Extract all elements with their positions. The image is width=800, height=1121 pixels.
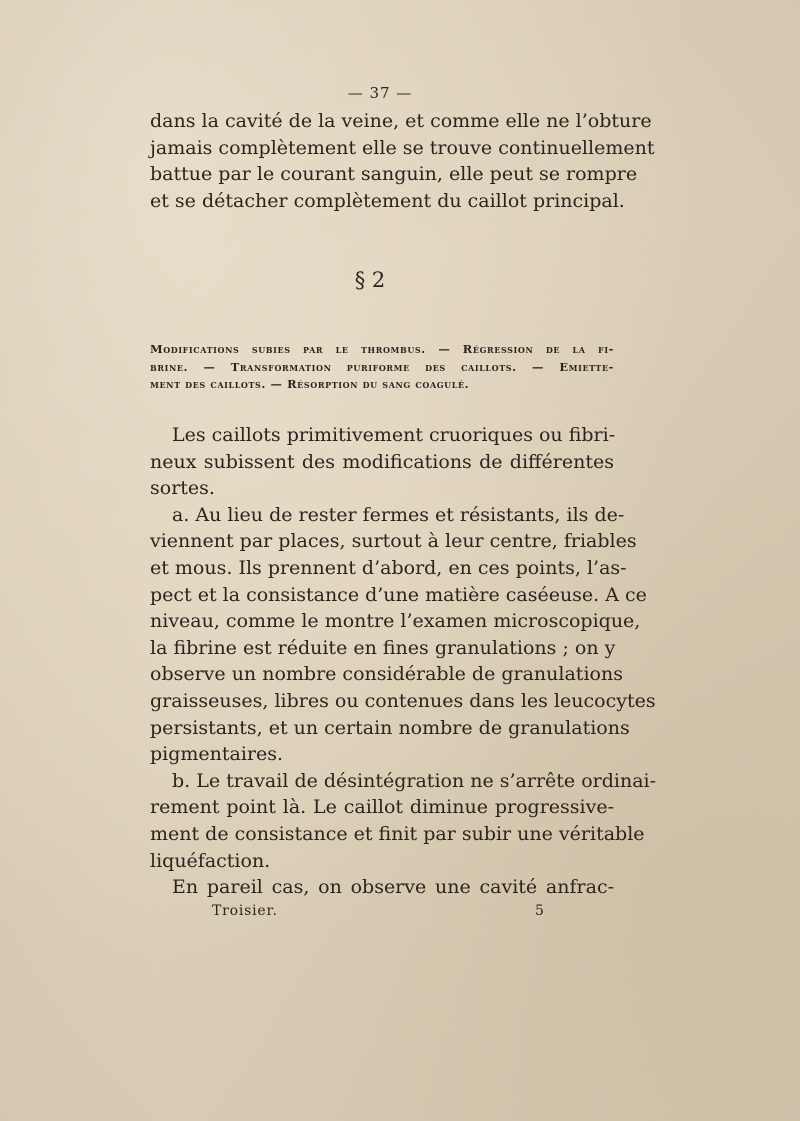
text-line: dans la cavité de la veine, et comme elle ne l’obture bbox=[150, 110, 652, 132]
text-line: viennent par places, surtout à leur centre, friables bbox=[150, 530, 637, 553]
author-signature: Troisier. bbox=[212, 903, 278, 919]
text-line: la fibrine est réduite en fines granulations ; on y bbox=[150, 636, 616, 659]
text-line: b. Le travail de désintégration ne s’arrête ordinai- bbox=[172, 769, 657, 792]
text-line: liquéfaction. bbox=[150, 849, 271, 872]
text-line: persistants, et un certain nombre de granulations bbox=[150, 716, 630, 739]
main-text bbox=[150, 422, 657, 901]
text-line: rement point là. Le caillot diminue progressive- bbox=[150, 796, 614, 819]
section-summary bbox=[150, 341, 614, 394]
text-line: En pareil cas, on observe une cavité anfrac- bbox=[172, 876, 614, 899]
text-line: et mous. Ils prennent d’abord, en ces points, l’as- bbox=[150, 556, 627, 579]
text-line: et se détacher complètement du caillot principal. bbox=[150, 189, 625, 212]
text-line: Les caillots primitivement cruoriques ou fibri- bbox=[172, 424, 616, 446]
text-line: battue par le courant sanguin, elle peut se rompre bbox=[150, 163, 638, 186]
summary-line: brine. — Transformation puriforme des caillots. — Emiette- bbox=[150, 359, 614, 374]
summary-line: ment des caillots. — Résorption du sang coagulé. bbox=[150, 377, 470, 392]
text-line: a. Au lieu de rester fermes et résistants, ils de- bbox=[172, 503, 625, 526]
section-heading: § 2 bbox=[354, 268, 386, 292]
text-line: jamais complètement elle se trouve continuellement bbox=[150, 136, 655, 159]
summary-line: Modifications subies par le thrombus. — Régression de la fi- bbox=[150, 342, 614, 356]
top-paragraph bbox=[150, 108, 655, 214]
text-line: sortes. bbox=[150, 477, 215, 500]
text-line: pect et la consistance d’une matière caséeuse. A ce bbox=[150, 583, 647, 606]
text-line: niveau, comme le montre l’examen microscopique, bbox=[150, 610, 641, 633]
text-line: ment de consistance et finit par subir une véritable bbox=[150, 822, 645, 845]
page-number: — 37 — bbox=[347, 84, 413, 102]
text-line: graisseuses, libres ou contenues dans les leucocytes bbox=[150, 689, 656, 712]
text-line: observe un nombre considérable de granulations bbox=[150, 663, 623, 686]
text-line: pigmentaires. bbox=[150, 743, 284, 766]
sheet-number: 5 bbox=[535, 903, 545, 919]
text-line: neux subissent des modifications de différentes bbox=[150, 450, 614, 473]
